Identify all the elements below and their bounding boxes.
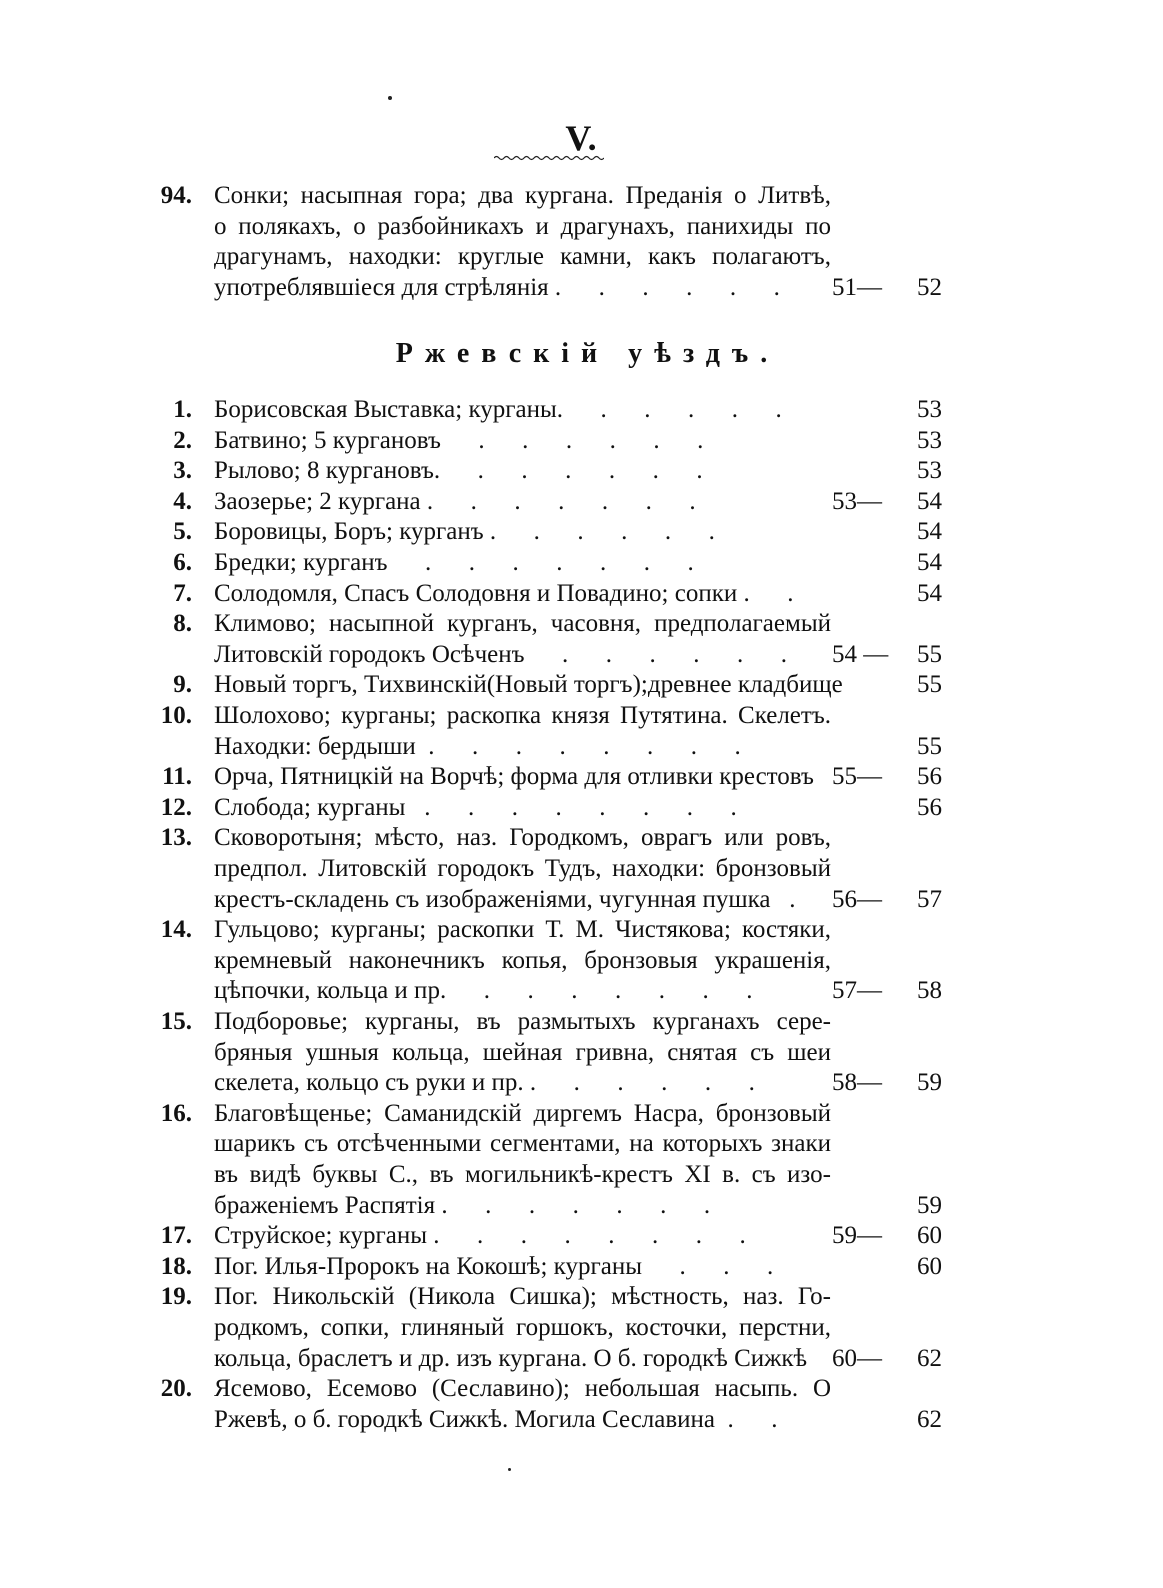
- entry-text: Подборовье; курганы, въ размытыхъ курганахъ сере-: [214, 1008, 831, 1035]
- entry-line: [0, 1252, 1163, 1283]
- entry-text: Находки: бердыши . . . . . . . .: [214, 732, 741, 760]
- entry-number: 7.: [173, 579, 192, 607]
- entry-line: [0, 181, 1163, 212]
- entry-line: [0, 1129, 1163, 1160]
- toc-entry: [0, 579, 1163, 610]
- page-ref: 60: [917, 1252, 942, 1280]
- toc-entry: [0, 395, 1163, 426]
- toc-entry: [0, 181, 1163, 303]
- entry-number: 20.: [160, 1375, 192, 1403]
- toc-entry: [0, 426, 1163, 457]
- entry-text: Борисовская Выставка; курганы. . . . . .: [214, 396, 782, 423]
- page-range-start: 59—: [832, 1222, 882, 1250]
- entry-line: [0, 1221, 1163, 1252]
- entry-text: Благовѣщенье; Саманидскій диргемъ Насра, бронзовый: [214, 1099, 831, 1127]
- entry-number: 4.: [173, 487, 192, 515]
- entry-line: [0, 1038, 1163, 1069]
- entry-text: Пог. Никольскій (Никола Сишка); мѣстность, наз. Го-: [214, 1283, 831, 1311]
- entry-line: [0, 456, 1163, 487]
- entry-number: 9.: [173, 671, 192, 699]
- entry-line: [0, 487, 1163, 518]
- entry-line: [0, 1374, 1163, 1405]
- entry-number: 11.: [162, 763, 192, 791]
- entry-line: [0, 548, 1163, 579]
- toc-entry: [0, 487, 1163, 518]
- entry-text: употреблявшіеся для стрѣлянія . . . . . .: [214, 273, 780, 301]
- entry-number: 10.: [160, 702, 192, 729]
- page-ref: 60: [917, 1222, 942, 1250]
- ink-speck: [508, 1468, 511, 1471]
- entry-line: [0, 1405, 1163, 1436]
- page-range-start: 53—: [832, 487, 882, 515]
- entry-text: Солодомля, Спасъ Солодовня и Повадино; сопки . .: [214, 579, 794, 607]
- page-ref: 56: [917, 793, 942, 821]
- entry-line: [0, 946, 1163, 977]
- entry-text: предпол. Литовскій городокъ Тудъ, находки: бронзовый: [214, 854, 831, 882]
- page-ref: 54: [917, 518, 942, 546]
- page-ref: 58: [917, 977, 942, 1005]
- entry-line: [0, 426, 1163, 457]
- entry-text: Литовскій городокъ Осѣченъ . . . . . .: [214, 640, 788, 668]
- page-range-start: 54 —: [832, 640, 889, 668]
- entry-line: [0, 609, 1163, 640]
- page-ref: 54: [917, 549, 942, 576]
- entry-text: Шолохово; курганы; раскопка князя Путятина. Скелетъ.: [214, 702, 831, 729]
- entry-number: 13.: [160, 824, 192, 852]
- page-ref: 55: [917, 671, 942, 699]
- toc-entry: [0, 456, 1163, 487]
- entry-line: [0, 732, 1163, 763]
- page-ref: 57: [917, 885, 942, 913]
- page-ref: 54: [917, 487, 942, 515]
- entry-text: Ясемово, Есемово (Сеславино); небольшая насыпь. О: [214, 1375, 831, 1403]
- entry-line: [0, 273, 1163, 304]
- entry-text: Гульцово; курганы; раскопки Т. М. Чистякова; костяки,: [214, 916, 831, 944]
- page-ref: 53: [917, 426, 942, 454]
- page-ref: 62: [917, 1405, 942, 1433]
- page-range-start: 56—: [832, 885, 882, 913]
- entry-line: [0, 915, 1163, 946]
- entry-text: скелета, кольцо съ руки и пр. . . . . . .: [214, 1069, 755, 1097]
- toc-entry: [0, 823, 1163, 915]
- page-ref: 62: [917, 1344, 942, 1372]
- entry-line: [0, 793, 1163, 824]
- page-ref: 54: [917, 579, 942, 607]
- toc-entry: [0, 670, 1163, 701]
- page-ref: 56: [917, 763, 942, 791]
- entry-number: 15.: [160, 1008, 192, 1035]
- entry-text: въ видѣ буквы С., въ могильникѣ-крестъ XI в. съ изо-: [214, 1160, 831, 1188]
- toc-entry: [0, 1374, 1163, 1435]
- entry-line: [0, 976, 1163, 1007]
- entry-number: 5.: [173, 518, 192, 546]
- page-range-start: 51—: [832, 273, 882, 301]
- entry-line: [0, 1007, 1163, 1038]
- entry-number: 1.: [173, 396, 192, 423]
- entry-number: 19.: [160, 1283, 192, 1311]
- entry-text: Сонки; насыпная гора; два кургана. Преданія о Литвѣ,: [214, 182, 831, 209]
- entry-number: 14.: [160, 916, 192, 944]
- entry-text: о полякахъ, о разбойникахъ и драгунахъ, панихиды по: [214, 212, 831, 240]
- entry-text: крестъ-складень съ изображеніями, чугунная пушка .: [214, 885, 796, 913]
- entry-text: Пог. Илья-Пророкъ на Кокошѣ; курганы . . .: [214, 1252, 774, 1280]
- entry-text: шарикъ съ отсѣченными сегментами, на которыхъ знаки: [214, 1130, 831, 1158]
- entry-line: [0, 854, 1163, 885]
- entry-number: 16.: [160, 1099, 192, 1127]
- entry-number: 3.: [173, 457, 192, 485]
- entry-line: [0, 1313, 1163, 1344]
- entry-line: [0, 885, 1163, 916]
- ink-speck: [388, 96, 392, 100]
- page-range-start: 58—: [832, 1069, 882, 1097]
- toc-entry: [0, 762, 1163, 793]
- page-ref: 52: [917, 273, 942, 301]
- entry-text: Ржевѣ, о б. городкѣ Сижкѣ. Могила Сеславина . .: [214, 1405, 778, 1433]
- entry-number: 8.: [173, 610, 192, 638]
- entry-line: [0, 579, 1163, 610]
- entry-number: 12.: [160, 793, 192, 821]
- entry-line: [0, 395, 1163, 426]
- page-ref: 59: [917, 1069, 942, 1097]
- toc-entry: [0, 1252, 1163, 1283]
- entry-text: Рылово; 8 кургановъ. . . . . . .: [214, 457, 703, 485]
- page-range-start: 55—: [832, 763, 882, 791]
- entry-text: Климово; насыпной курганъ, часовня, предполагаемый: [214, 610, 831, 638]
- entry-number: 94.: [160, 182, 192, 209]
- entry-line: [0, 670, 1163, 701]
- toc-entry: [0, 1007, 1163, 1099]
- toc-entry: [0, 1221, 1163, 1252]
- page-ref: 59: [917, 1191, 942, 1219]
- entry-number: 17.: [160, 1222, 192, 1250]
- entry-number: 18.: [160, 1252, 192, 1280]
- entry-text: Орча, Пятницкій на Ворчѣ; форма для отливки крестовъ: [214, 763, 814, 791]
- toc-entry: [0, 701, 1163, 762]
- page-range-start: 57—: [832, 977, 882, 1005]
- section-heading: Ржевскій уѣздъ.: [395, 338, 780, 369]
- entry-text: кольца, браслетъ и др. изъ кургана. О б. городкѣ Сижкѣ: [214, 1344, 808, 1372]
- toc-entry: [0, 793, 1163, 824]
- entry-line: [0, 1191, 1163, 1222]
- page-ref: 53: [917, 396, 942, 423]
- entry-text: цѣпочки, кольца и пр. . . . . . . .: [214, 977, 753, 1005]
- entry-line: [0, 640, 1163, 671]
- entry-line: [0, 762, 1163, 793]
- entry-number: 2.: [173, 426, 192, 454]
- entry-line: [0, 823, 1163, 854]
- entry-text: Новый торгъ, Тихвинскій(Новый торгъ);древнее кладбище: [214, 671, 843, 699]
- entry-text: Струйское; курганы . . . . . . . .: [214, 1222, 746, 1250]
- toc-entry: [0, 1282, 1163, 1374]
- entry-line: [0, 212, 1163, 243]
- entry-text: Сковоротыня; мѣсто, наз. Городкомъ, оврагъ или ровъ,: [214, 824, 831, 852]
- entry-line: [0, 1068, 1163, 1099]
- page-number: V.: [565, 118, 598, 158]
- ornament-rule: [494, 154, 604, 162]
- entry-text: драгунамъ, находки: круглые камни, какъ полагаютъ,: [214, 243, 831, 271]
- entry-line: [0, 242, 1163, 273]
- entry-text: Бредки; курганъ . . . . . . .: [214, 549, 694, 576]
- entry-text: бряныя ушныя кольца, шейная гривна, снятая съ шеи: [214, 1038, 831, 1066]
- toc-entry: [0, 548, 1163, 579]
- page-ref: 55: [917, 640, 942, 668]
- entry-text: Боровицы, Боръ; курганъ . . . . . .: [214, 518, 715, 546]
- page-range-start: 60—: [832, 1344, 882, 1372]
- toc-entry: [0, 1099, 1163, 1221]
- entry-text: браженіемъ Распятія . . . . . . .: [214, 1191, 711, 1219]
- page-ref: 53: [917, 457, 942, 485]
- entry-line: [0, 517, 1163, 548]
- entry-line: [0, 1282, 1163, 1313]
- entry-number: 6.: [173, 549, 192, 576]
- entry-line: [0, 701, 1163, 732]
- toc-entry: [0, 609, 1163, 670]
- entry-text: родкомъ, сопки, глиняный горшокъ, косточки, перстни,: [214, 1313, 831, 1341]
- toc-entry: [0, 517, 1163, 548]
- entry-text: Слобода; курганы . . . . . . . .: [214, 793, 737, 821]
- entry-line: [0, 1160, 1163, 1191]
- entry-text: кремневый наконечникъ копья, бронзовыя украшенія,: [214, 946, 831, 974]
- page-ref: 55: [917, 732, 942, 760]
- entry-text: Заозерье; 2 кургана . . . . . . .: [214, 487, 696, 515]
- entry-line: [0, 1344, 1163, 1375]
- entry-line: [0, 1099, 1163, 1130]
- entry-text: Батвино; 5 кургановъ . . . . . .: [214, 426, 704, 454]
- toc-entry: [0, 915, 1163, 1007]
